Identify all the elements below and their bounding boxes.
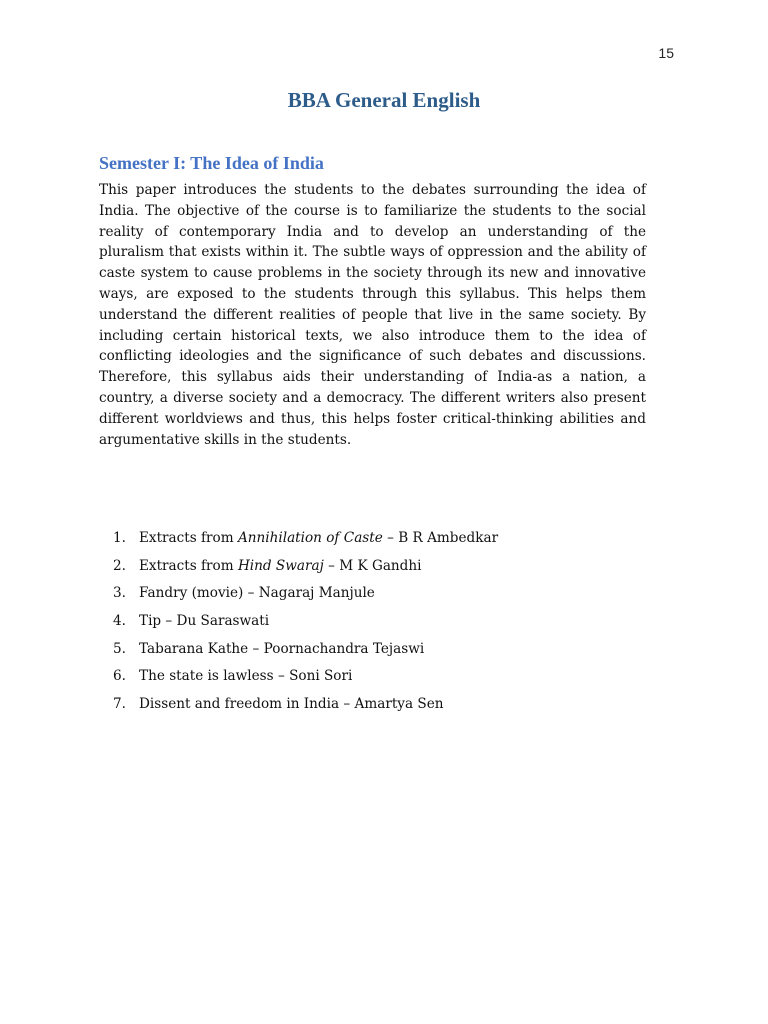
- list-item: [113, 638, 498, 666]
- section-body-paragraph: This paper introduces the students to the debates surrounding the idea of India. The objective of the course is to familiarize the students to the social reality of contemporary India and to develop an understanding of the pluralism that exists within it. The subtle ways of oppression and the ability of caste system to cause problems in the society through its new and innovative ways, are exposed to the students through this syllabus. This helps them understand the different realities of people that live in the same society. By including certain historical texts, we also introduce them to the idea of conflicting ideologies and the significance of such debates and discussions. Therefore, this syllabus aids their understanding of India-as a nation, a country, a diverse society and a democracy. The different writers also present different worldviews and thus, this helps foster critical-thinking abilities and argumentative skills in the students.: [99, 182, 646, 448]
- list-item-number: 6.: [113, 668, 126, 685]
- reading-list: [113, 527, 498, 721]
- list-item-text: The state is lawless – Soni Sori: [139, 668, 353, 685]
- list-item: [113, 665, 498, 693]
- list-item: [113, 527, 498, 555]
- list-item-work-title: Annihilation of Caste: [237, 530, 383, 546]
- list-item-text: [139, 530, 498, 546]
- list-item-text: Fandry (movie) – Nagaraj Manjule: [139, 585, 375, 602]
- list-item-author: – M K Gandhi: [323, 557, 422, 574]
- list-item-number: 2.: [113, 557, 126, 574]
- list-item-text: [139, 558, 422, 574]
- list-item-number: 1.: [113, 530, 126, 546]
- list-item-text: Tabarana Kathe – Poornachandra Tejaswi: [139, 640, 425, 657]
- list-item-author: – B R Ambedkar: [382, 530, 499, 546]
- list-item-text: Tip – Du Saraswati: [139, 613, 270, 630]
- list-item: [113, 693, 498, 721]
- list-item-number: 3.: [113, 585, 126, 602]
- list-item: [113, 555, 498, 583]
- document-title: BBA General English: [287, 88, 481, 112]
- list-item-number: 7.: [113, 696, 126, 713]
- list-item-prefix: Extracts from: [139, 530, 238, 546]
- section-heading: Semester I: The Idea of India: [99, 153, 324, 173]
- list-item: [113, 610, 498, 638]
- list-item: [113, 582, 498, 610]
- list-item-text: Dissent and freedom in India – Amartya Sen: [139, 696, 444, 713]
- list-item-prefix: Extracts from: [139, 557, 238, 574]
- list-item-number: 4.: [113, 613, 126, 630]
- page-number: 15: [658, 45, 674, 61]
- list-item-work-title: Hind Swaraj: [237, 557, 324, 574]
- list-item-number: 5.: [113, 640, 126, 657]
